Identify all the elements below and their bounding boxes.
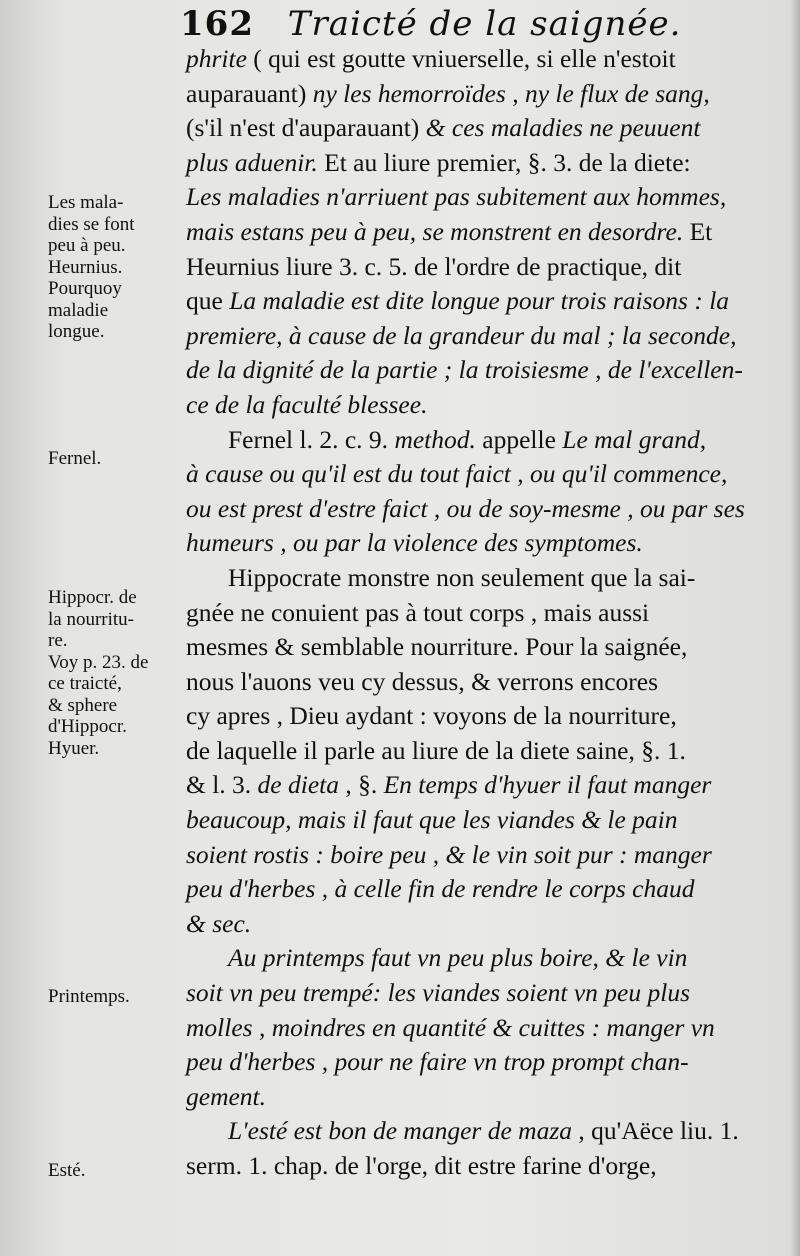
text-line	[186, 215, 770, 250]
roman-text-run: nous l'auons veu cy dessus, & verrons encores	[186, 666, 658, 696]
roman-text-run: ( qui est goutte vniuerselle, si elle n'estoit	[246, 44, 676, 73]
margin-note-line: Printemps.	[48, 986, 130, 1007]
italic-text-run: premiere, à cause de la grandeur du mal ; la seconde,	[186, 320, 737, 350]
text-line	[186, 630, 770, 665]
italic-text-run: peu d'herbes , pour ne faire vn trop prompt chan-	[186, 1047, 689, 1077]
roman-text-run: appelle	[475, 424, 563, 454]
margin-note-line: Esté.	[48, 1160, 86, 1181]
margin-note-line: longue.	[48, 321, 105, 342]
italic-text-run: L'esté est bon de manger de maza	[228, 1116, 572, 1146]
roman-text-run: , §.	[338, 770, 384, 800]
text-line	[186, 976, 770, 1011]
running-title: Traicté de la saignée.	[287, 4, 682, 44]
roman-text-run: Heurnius liure 3. c. 5. de l'ordre de practique, dit	[186, 251, 682, 281]
text-line	[186, 734, 770, 769]
margin-note-line: dies se font	[48, 213, 135, 235]
text-line	[186, 872, 770, 907]
italic-text-run: Au printemps faut vn peu plus boire, & le vin	[228, 943, 688, 973]
margin-note-fernel	[48, 448, 183, 470]
roman-text-run: que	[186, 286, 230, 316]
italic-text-run: humeurs , ou par la violence des symptomes.	[186, 528, 643, 558]
roman-text-run: & l. 3.	[186, 770, 258, 800]
text-line	[186, 319, 770, 354]
margin-note-hippocrate	[48, 587, 183, 759]
text-line	[186, 907, 770, 942]
italic-text-run: peu d'herbes , à celle fin de rendre le corps chaud	[186, 874, 695, 904]
italic-text-run: En temps d'hyuer il faut manger	[383, 770, 712, 800]
text-line	[186, 768, 770, 803]
italic-text-run: beaucoup, mais il faut que les viandes & le pain	[186, 805, 678, 835]
text-line	[186, 526, 770, 561]
margin-note-line: Hippocr. de	[48, 587, 137, 608]
text-line	[186, 250, 770, 285]
italic-text-run: soit vn peu trempé: les viandes soient vn peu plus	[186, 978, 690, 1008]
roman-text-run: cy apres , Dieu aydant : voyons de la nourriture,	[186, 701, 677, 731]
text-line	[186, 492, 770, 527]
margin-note-line: & sphere	[48, 694, 118, 716]
text-line	[186, 284, 770, 319]
italic-text-run: plus aduenir.	[186, 147, 318, 177]
text-line	[186, 353, 770, 388]
margin-note-line: d'Hippocr.	[48, 716, 127, 737]
margin-note-line: peu à peu.	[48, 235, 126, 256]
margin-note-printemps	[48, 986, 183, 1008]
text-line	[186, 838, 770, 873]
text-line	[186, 457, 770, 492]
italic-text-run: gement.	[186, 1081, 267, 1111]
roman-text-run: Et	[683, 216, 713, 246]
text-line	[186, 388, 770, 423]
roman-text-run: serm. 1. chap. de l'orge, dit estre farine d'orge,	[186, 1151, 657, 1180]
margin-note-line: re.	[48, 630, 68, 651]
italic-text-run: phrite	[186, 44, 247, 73]
italic-text-run: à cause ou qu'il est du tout faict , ou qu'il commence,	[186, 459, 728, 489]
roman-text-run: , qu'Aëce liu. 1.	[572, 1116, 739, 1146]
italic-text-run: de la dignité de la partie ; la troisiesme , de l'excellen-	[186, 355, 743, 385]
margin-note-line: Les mala-	[48, 192, 124, 213]
margin-note-line: Voy p. 23. de	[48, 651, 149, 673]
text-line	[186, 1011, 770, 1046]
page-number: 162	[180, 4, 254, 44]
text-line	[186, 77, 770, 112]
roman-text-run: mesmes & semblable nourriture. Pour la saignée,	[186, 632, 688, 662]
italic-text-run: ce de la faculté blessee.	[186, 389, 428, 419]
margin-note-line: Heurnius.	[48, 256, 123, 278]
text-line	[186, 1114, 770, 1149]
text-line	[186, 1080, 770, 1115]
margin-note-line: ce traicté,	[48, 673, 122, 694]
text-line	[186, 561, 770, 596]
text-line	[186, 803, 770, 838]
text-line	[186, 941, 770, 976]
text-line	[186, 665, 770, 700]
margin-note-line: maladie	[48, 299, 109, 321]
italic-text-run: La maladie est dite longue pour trois raisons : la	[229, 286, 730, 316]
roman-text-run: Hippocrate monstre non seulement que la sai-	[228, 562, 696, 592]
italic-text-run: ou est prest d'estre faict , ou de soy-mesme , ou par ses	[186, 493, 745, 523]
text-line	[186, 42, 770, 77]
roman-text-run: Et au liure premier, §. 3. de la diete:	[317, 147, 691, 177]
italic-text-run: method.	[394, 424, 476, 454]
text-line	[186, 699, 770, 734]
margin-note-line: la nourritu-	[48, 608, 135, 630]
margin-note-line: Hyuer.	[48, 737, 100, 759]
italic-text-run: & ces maladies ne peuuent	[425, 113, 701, 143]
italic-text-run: ny les hemorroïdes , ny le flux de sang,	[312, 78, 710, 108]
margin-notes	[48, 0, 183, 1256]
italic-text-run: de dieta	[257, 770, 339, 800]
italic-text-run: Les maladies n'arriuent pas subitement aux hommes,	[186, 182, 727, 212]
text-line	[186, 1149, 770, 1184]
roman-text-run: auparauant)	[186, 78, 313, 108]
margin-note-line: Pourquoy	[48, 278, 122, 299]
text-line	[186, 180, 770, 215]
text-line	[186, 1045, 770, 1080]
margin-note-line: Fernel.	[48, 448, 102, 469]
text-line	[186, 111, 770, 146]
italic-text-run: soient rostis : boire peu , & le vin soit pur : manger	[186, 839, 712, 869]
roman-text-run: de laquelle il parle au liure de la diete saine, §. 1.	[186, 735, 686, 765]
margin-note-maladies	[48, 192, 183, 343]
roman-text-run: gnée ne conuient pas à tout corps , mais aussi	[186, 597, 650, 627]
roman-text-run: (s'il n'est d'auparauant)	[186, 113, 426, 143]
italic-text-run: mais estans peu à peu, se monstrent en desordre.	[186, 216, 684, 246]
italic-text-run: Le mal grand,	[562, 424, 707, 454]
roman-text-run: Fernel l. 2. c. 9.	[228, 424, 395, 454]
scan-edge-shadow	[790, 0, 800, 1256]
running-header	[180, 4, 780, 44]
margin-note-este	[48, 1160, 183, 1182]
italic-text-run: & sec.	[186, 908, 252, 938]
text-line	[186, 146, 770, 181]
italic-text-run: molles , moindres en quantité & cuittes : manger vn	[186, 1012, 715, 1042]
text-line	[186, 596, 770, 631]
text-line	[186, 423, 770, 458]
main-text-column	[186, 42, 770, 1184]
